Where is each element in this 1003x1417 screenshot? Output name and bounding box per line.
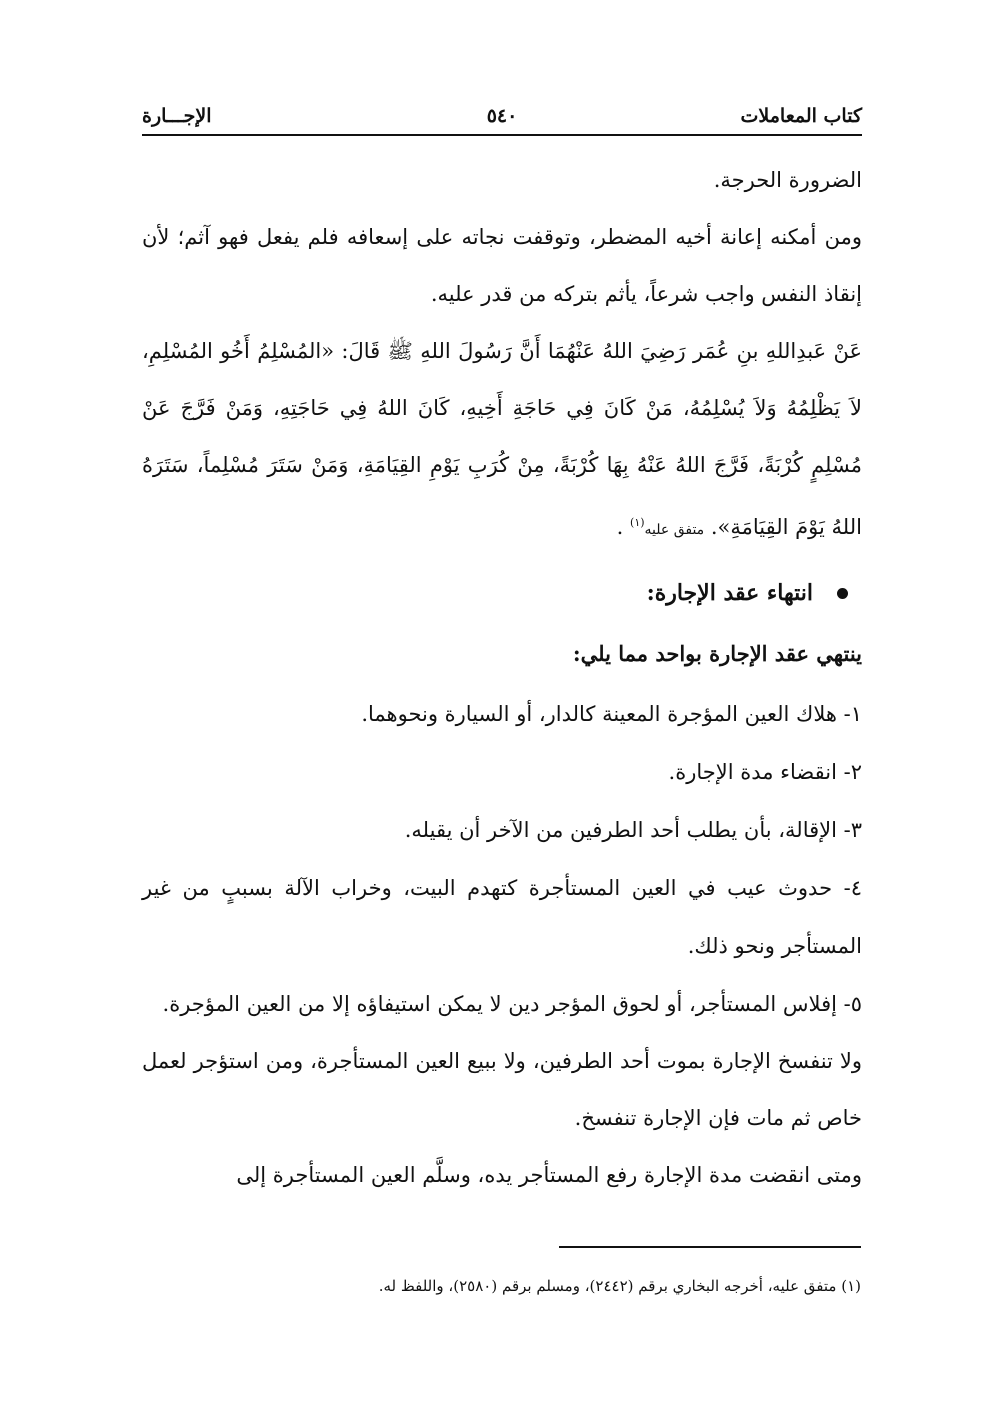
hadith-text: عَنْ عَبدِاللهِ بنِ عُمَر رَضِيَ اللهُ عَنْهُمَا أَنَّ رَسُولَ اللهِ ﷺ قَالَ: «المُسْلِمُ أَخُو المُسْلِمِ، لاَ يَظْلِمُهُ وَلاَ يُسْلِمُهُ، مَنْ كَانَ فِي حَاجَةِ أَخِيهِ، كَانَ اللهُ فِي حَاجَتِهِ، وَمَنْ فَرَّجَ عَنْ مُسْلِمٍ كُرْبَةً، فَرَّجَ اللهُ عَنْهُ بِهَا كُرْبَةً، مِنْ كُرَبِ يَوْمِ القِيَامَةِ، وَمَنْ سَتَرَ مُسْلِماً، سَتَرَهُ اللهُ يَوْمَ القِيَامَةِ». bbox=[142, 339, 862, 539]
footnote: (١) متفق عليه، أخرجه البخاري برقم (٢٤٤٢)، ومسلم برقم (٢٥٨٠)، واللفظ له. bbox=[378, 1277, 861, 1295]
list-item: ٢- انقضاء مدة الإجارة. bbox=[668, 760, 862, 784]
hadith-end: . bbox=[616, 515, 624, 539]
page-number: ٥٤٠ bbox=[486, 105, 518, 127]
header-divider bbox=[142, 134, 862, 136]
footnote-marker[interactable]: (١) bbox=[630, 516, 645, 529]
section-title: انتهاء عقد الإجارة: bbox=[646, 580, 813, 606]
list-item: ٥- إفلاس المستأجر، أو لحوق المؤجر دين لا يمكن استيفاؤه إلا من العين المؤجرة. bbox=[162, 992, 862, 1016]
section-intro: ينتهي عقد الإجارة بواحد مما يلي: bbox=[572, 641, 862, 666]
bullet-icon bbox=[837, 588, 848, 599]
hadith-paragraph bbox=[142, 323, 862, 559]
paragraph-4: ومتى انقضت مدة الإجارة رفع المستأجر يده، وسلَّم العين المستأجرة إلى bbox=[236, 1163, 862, 1187]
footnote-divider bbox=[559, 1246, 861, 1248]
list-item: ١- هلاك العين المؤجرة المعينة كالدار، أو السيارة ونحوهما. bbox=[361, 702, 862, 726]
paragraph-2: ومن أمكنه إعانة أخيه المضطر، وتوقفت نجاته على إسعافه فلم يفعل فهو آثم؛ لأن إنقاذ النفس واجب شرعاً، يأثم بتركه من قدر عليه. bbox=[142, 225, 862, 306]
section-heading bbox=[142, 563, 862, 623]
chapter-title: الإجـــارة bbox=[142, 105, 212, 127]
book-title: كتاب المعاملات bbox=[740, 105, 862, 127]
paragraph-3: ولا تنفسخ الإجارة بموت أحد الطرفين، ولا ببيع العين المستأجرة، ومن استؤجر لعمل خاص ثم مات فإن الإجارة تنفسخ. bbox=[142, 1049, 862, 1130]
paragraph-1: الضرورة الحرجة. bbox=[713, 168, 862, 192]
list-item: ٤- حدوث عيب في العين المستأجرة كتهدم البيت، وخراب الآلة بسببٍ من غير المستأجر ونحو ذلك. bbox=[142, 876, 862, 958]
page-body bbox=[142, 152, 862, 1204]
list-item: ٣- الإقالة، بأن يطلب أحد الطرفين من الآخر أن يقيله. bbox=[404, 818, 862, 842]
hadith-source: متفق عليه bbox=[644, 522, 705, 538]
page-header bbox=[142, 96, 862, 136]
